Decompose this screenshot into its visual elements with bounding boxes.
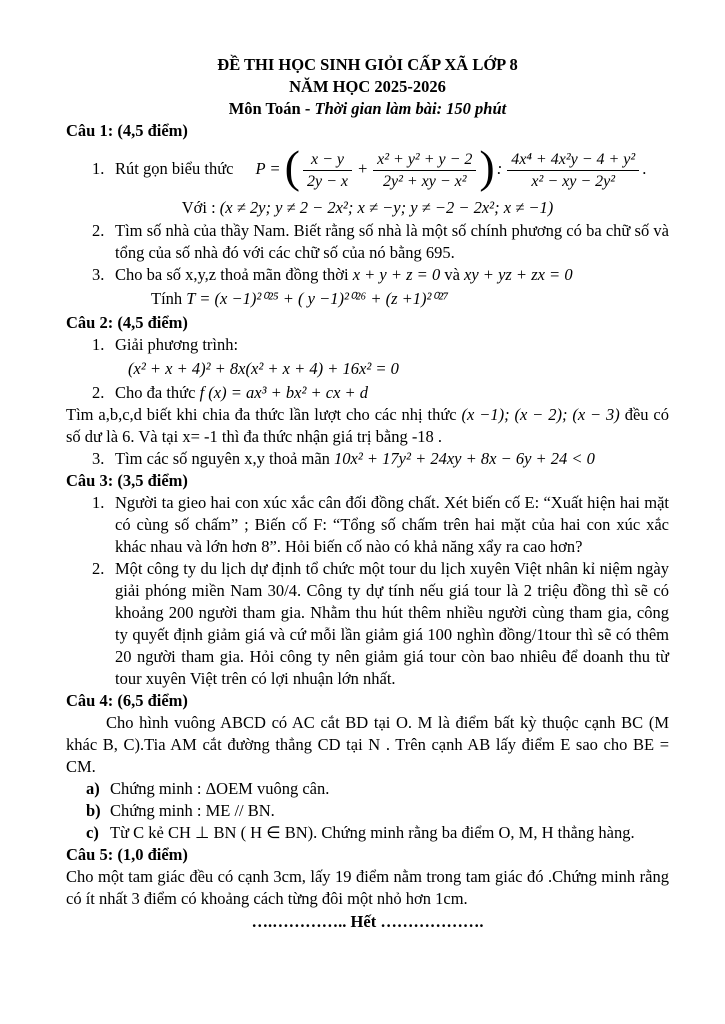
cau4-item-b (66, 800, 669, 822)
cau4-item-c (66, 822, 669, 844)
cau1-item3-math1: x + y + z = 0 (352, 265, 441, 284)
cau5-heading: Câu 5: (1,0 điểm) (66, 845, 188, 864)
cau1-item3-text: Cho ba số x,y,z thoả mãn đồng thời (115, 265, 353, 284)
cau2-item2 (66, 382, 669, 404)
item-number: 1. (92, 493, 105, 512)
voi-label: Với : (181, 198, 220, 217)
item-number: 2. (92, 383, 105, 402)
item-number: 2. (92, 221, 105, 240)
cau3-item1-text: Người ta gieo hai con xúc xắc cân đối đồng chất. Xét biến cố E: “Xuất hiện hai mặt có cùng số chấm” ; Biến cố F: “Tổng số chấm trên hai mặt của hai con xúc xắc khác nhau và lớn hơn 8”. Hỏi biến cố nào có khả năng xẩy ra cao hơn? (115, 493, 669, 556)
het-label: Hết (350, 912, 377, 931)
voi-math: (x ≠ 2y; y ≠ 2 − 2x²; x ≠ −y; y ≠ −2 − 2x²; x ≠ −1) (219, 198, 554, 217)
cau2-equation: (x² + x + 4)² + 8x(x² + x + 4) + 16x² = 0 (128, 359, 399, 378)
formula-p-lhs: P = (255, 159, 281, 178)
fraction-2-numerator: x² + y² + y − 2 (377, 150, 473, 168)
fraction-1-denominator: 2y − x (303, 170, 352, 191)
item-number: 1. (92, 335, 105, 354)
cau2-item1-text: Giải phương trình: (115, 335, 239, 354)
tinh-label: Tính (151, 289, 187, 308)
cau2-item3 (66, 448, 669, 470)
cau2-item2-text: Cho đa thức (115, 383, 200, 402)
fraction-1 (303, 150, 352, 191)
cau1-item1: 1. Rút gọn biểu thức P = ( $\frac{x - y}{2y - x}$ + $\frac{\text{x² + y² + y − 2}}{\text{2y² + xy − x²}}$ ) : $\frac{\text{4x⁴ + 4x²y − 4 + y²}}{\text{x² − xy − 2y²}}$ . (66, 142, 669, 196)
cau1-item3-math2: xy + yz + zx = 0 (464, 265, 573, 284)
cau2-item2-continuation (66, 404, 669, 448)
fraction-2 (373, 150, 476, 191)
cau2-item2-math: f (x) = ax³ + bx² + cx + d (199, 383, 369, 402)
item-number: 3. (92, 449, 105, 468)
fraction-1-numerator: x − y (310, 150, 344, 168)
fraction-3-denominator: x² − xy − 2y² (507, 170, 639, 191)
cau1-item1-text: Rút gọn biểu thức (115, 159, 234, 178)
cau2-item2b-post: đều có số dư là 6. Và tại x= -1 thì đa thức nhận giá trị bằng -18 . (66, 405, 669, 446)
subject-name: Môn Toán - (228, 99, 315, 118)
cau4-intro: Cho hình vuông ABCD có AC cắt BD tại O. M là điểm bất kỳ thuộc cạnh BC (M khác B, C).Tia AM cắt đường thẳng CD tại N . Trên cạnh AB lấy điểm E sao cho BE = CM. (66, 713, 669, 776)
cau3-item2 (66, 558, 669, 690)
fraction-2-denominator: 2y² + xy − x² (373, 170, 476, 191)
right-dots: ………………. (376, 912, 484, 931)
cau1-conditions (66, 196, 669, 220)
cau4-item-b-text: Chứng minh : ME // BN. (110, 801, 275, 820)
formula-period: . (642, 159, 647, 178)
cau5-text: Cho một tam giác đều có cạnh 3cm, lấy 19 điểm nằm trong tam giác đó .Chứng minh rằng có ít nhất 3 điểm có khoảng cách từng đôi một nhỏ hơn 1cm. (66, 867, 669, 908)
left-dots: ….………….. (251, 912, 351, 931)
plus-operator: + (356, 159, 369, 178)
cau1-heading: Câu 1: (4,5 điểm) (66, 121, 188, 140)
school-year: NĂM HỌC 2025-2026 (289, 77, 446, 96)
cau2-item2b-math: (x −1); (x − 2); (x − 3) (461, 405, 620, 424)
item-number: 1. (92, 159, 105, 178)
cau3-heading: Câu 3: (3,5 điểm) (66, 471, 188, 490)
cau1-item2 (66, 220, 669, 264)
cau2-item3-text: Tìm các số nguyên x,y thoả mãn (115, 449, 335, 468)
cau2-heading: Câu 2: (4,5 điểm) (66, 313, 188, 332)
subject-line (66, 98, 669, 120)
cau2-item2b-pre: Tìm a,b,c,d biết khi chia đa thức lần lượt cho các nhị thức (66, 405, 462, 424)
cau4-item-a (66, 778, 669, 800)
item-number: 3. (92, 265, 105, 284)
item-letter: b) (86, 801, 101, 820)
cau1-item2-text: Tìm số nhà của thầy Nam. Biết rằng số nhà là một số chính phương có ba chữ số và tổng của số nhà đó với các chữ số của nó bằng 695. (115, 221, 669, 262)
cau2-item1 (66, 334, 669, 356)
item-letter: a) (86, 779, 100, 798)
exam-title: ĐỀ THI HỌC SINH GIỎI CẤP XÃ LỚP 8 (217, 55, 518, 74)
cau1-tinh (151, 286, 669, 312)
cau3-item1 (66, 492, 669, 558)
fraction-3 (507, 150, 639, 191)
cau4-item-c-text: Từ C kẻ CH ⊥ BN ( H ∈ BN). Chứng minh rằng ba điểm O, M, H thẳng hàng. (110, 823, 635, 842)
item-number: 2. (92, 559, 105, 578)
cau1-item3-and: và (440, 265, 465, 284)
end-of-exam-line (66, 910, 669, 934)
cau4-item-a-text: Chứng minh : ΔOEM vuông cân. (110, 779, 330, 798)
item-letter: c) (86, 823, 99, 842)
cau1-item3 (66, 264, 669, 286)
cau2-item3-math: 10x² + 17y² + 24xy + 8x − 6y + 24 < 0 (334, 449, 595, 468)
division-colon: : (496, 159, 503, 178)
cau4-heading: Câu 4: (6,5 điểm) (66, 691, 188, 710)
tinh-math: T = (x −1)²⁰²⁵ + ( y −1)²⁰²⁶ + (z +1)²⁰²⁷ (186, 289, 449, 308)
fraction-3-numerator: 4x⁴ + 4x²y − 4 + y² (511, 150, 636, 168)
exam-duration: Thời gian làm bài: 150 phút (314, 99, 507, 118)
cau3-item2-text: Một công ty du lịch dự định tổ chức một tour du lịch xuyên Việt nhân kỉ niệm ngày giải phóng miền Nam 30/4. Công ty dự tính nếu giá tour là 2 triệu đồng thì sẽ có khoảng 200 người tham gia. Nhằm thu hút thêm nhiều người cùng tham gia, công ty quyết định giảm giá và cứ mỗi lần giảm giá 100 nghìn đồng/1tour thì sẽ có thêm 20 người tham gia. Hỏi công ty nên giảm giá tour còn bao nhiêu để doanh thu từ tour xuyên Việt trên có lợi nhuận lớn nhất. (115, 559, 669, 688)
